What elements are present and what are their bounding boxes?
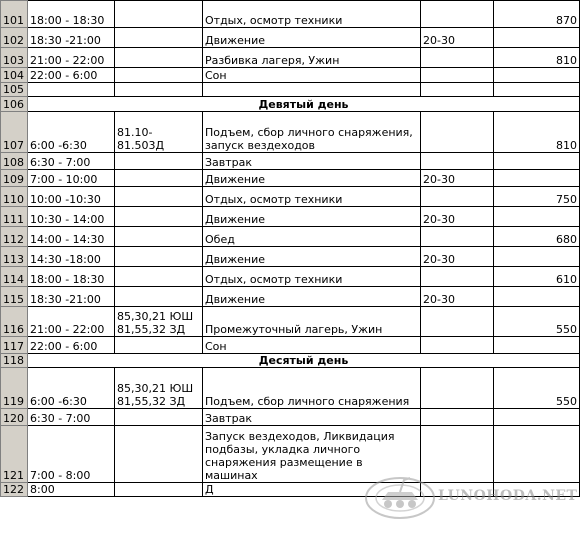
speed-cell[interactable] (421, 426, 494, 483)
activity-cell[interactable]: Движение (203, 28, 421, 48)
activity-cell[interactable]: Запуск вездеходов, Ликвидация подбазы, укладка личного снаряжения размещение в машинах (203, 426, 421, 483)
activity-cell[interactable]: Движение (203, 207, 421, 227)
speed-cell[interactable] (421, 1, 494, 28)
table-row (1, 170, 580, 187)
coords-cell[interactable] (115, 170, 203, 187)
coords-cell[interactable] (115, 287, 203, 307)
value-cell[interactable] (494, 287, 580, 307)
value-cell[interactable] (494, 28, 580, 48)
row-header[interactable]: 114 (1, 267, 28, 287)
activity-cell[interactable]: Разбивка лагеря, Ужин (203, 48, 421, 68)
time-cell[interactable]: 18:30 -21:00 (28, 287, 115, 307)
value-cell[interactable]: 810 (494, 112, 580, 153)
activity-cell[interactable]: Сон (203, 337, 421, 354)
row-header[interactable]: 107 (1, 112, 28, 153)
coords-cell[interactable] (115, 426, 203, 483)
activity-cell[interactable]: Движение (203, 247, 421, 267)
activity-cell[interactable]: Отдых, осмотр техники (203, 1, 421, 28)
time-cell[interactable]: 6:30 - 7:00 (28, 153, 115, 170)
coords-cell[interactable]: 81.10- 81.503Д (115, 112, 203, 153)
table-row (1, 207, 580, 227)
time-cell[interactable]: 6:00 -6:30 (28, 112, 115, 153)
value-cell[interactable]: 870 (494, 1, 580, 28)
activity-cell[interactable]: Отдых, осмотр техники (203, 187, 421, 207)
row-header[interactable]: 110 (1, 187, 28, 207)
activity-cell[interactable]: Подъем, сбор личного снаряжения, запуск вездеходов (203, 112, 421, 153)
time-cell[interactable]: 22:00 - 6:00 (28, 68, 115, 83)
table-row (1, 112, 580, 153)
table-row (1, 48, 580, 68)
speed-cell[interactable]: 20-30 (421, 287, 494, 307)
speed-cell[interactable]: 20-30 (421, 170, 494, 187)
speed-cell[interactable] (421, 368, 494, 409)
table-row (1, 337, 580, 354)
table-row (1, 287, 580, 307)
row-header[interactable]: 101 (1, 1, 28, 28)
value-cell[interactable]: 750 (494, 187, 580, 207)
value-cell[interactable]: 680 (494, 227, 580, 247)
speed-cell[interactable] (421, 227, 494, 247)
speed-cell[interactable] (421, 267, 494, 287)
coords-cell[interactable] (115, 48, 203, 68)
value-cell[interactable] (494, 170, 580, 187)
coords-cell[interactable] (115, 153, 203, 170)
table-row (1, 247, 580, 267)
speed-cell[interactable] (421, 409, 494, 426)
table-row (1, 227, 580, 247)
coords-cell[interactable] (115, 247, 203, 267)
row-header[interactable]: 122 (1, 483, 28, 497)
row-header[interactable]: 103 (1, 48, 28, 68)
row-header[interactable]: 112 (1, 227, 28, 247)
coords-cell[interactable]: 85,30,21 ЮШ 81,55,32 ЗД (115, 368, 203, 409)
value-cell[interactable]: 550 (494, 307, 580, 337)
activity-cell[interactable]: Д (203, 483, 421, 497)
activity-cell[interactable]: Завтрак (203, 153, 421, 170)
time-cell[interactable]: 21:00 - 22:00 (28, 307, 115, 337)
time-cell[interactable]: 18:30 -21:00 (28, 28, 115, 48)
row-header[interactable]: 120 (1, 409, 28, 426)
table-row (1, 483, 580, 497)
table-row (1, 409, 580, 426)
time-cell[interactable]: 22:00 - 6:00 (28, 337, 115, 354)
table-row (1, 83, 580, 97)
row-header[interactable]: 104 (1, 68, 28, 83)
speed-cell[interactable]: 20-30 (421, 207, 494, 227)
coords-cell[interactable] (115, 28, 203, 48)
speed-cell[interactable] (421, 187, 494, 207)
coords-cell[interactable] (115, 83, 203, 97)
coords-cell[interactable] (115, 1, 203, 28)
coords-cell[interactable] (115, 267, 203, 287)
value-cell[interactable] (494, 207, 580, 227)
time-cell[interactable]: 14:00 - 14:30 (28, 227, 115, 247)
time-cell[interactable]: 18:00 - 18:30 (28, 267, 115, 287)
row-header[interactable]: 105 (1, 83, 28, 97)
speed-cell[interactable] (421, 153, 494, 170)
activity-cell[interactable]: Сон (203, 68, 421, 83)
table-row (1, 267, 580, 287)
speed-cell[interactable]: 20-30 (421, 28, 494, 48)
section-title-cell[interactable]: Десятый день (28, 354, 580, 368)
time-cell[interactable]: 18:00 - 18:30 (28, 1, 115, 28)
time-cell[interactable]: 14:30 -18:00 (28, 247, 115, 267)
activity-cell[interactable]: Промежуточный лагерь, Ужин (203, 307, 421, 337)
time-cell[interactable]: 10:30 - 14:00 (28, 207, 115, 227)
value-cell[interactable] (494, 409, 580, 426)
time-cell[interactable]: 21:00 - 22:00 (28, 48, 115, 68)
row-header[interactable]: 113 (1, 247, 28, 267)
watermark-text: LUNOHODA.NET (438, 488, 578, 504)
coords-cell[interactable] (115, 207, 203, 227)
time-cell[interactable]: 8:00 (28, 483, 115, 497)
time-cell[interactable]: 6:30 - 7:00 (28, 409, 115, 426)
speed-cell[interactable] (421, 83, 494, 97)
coords-cell[interactable] (115, 187, 203, 207)
activity-cell[interactable]: Подъем, сбор личного снаряжения (203, 368, 421, 409)
value-cell[interactable]: 610 (494, 267, 580, 287)
coords-cell[interactable] (115, 227, 203, 247)
table-row (1, 187, 580, 207)
value-cell[interactable] (494, 337, 580, 354)
row-header[interactable]: 116 (1, 307, 28, 337)
time-cell[interactable] (28, 83, 115, 97)
coords-cell[interactable] (115, 409, 203, 426)
value-cell[interactable]: 810 (494, 48, 580, 68)
table-row (1, 28, 580, 48)
row-header[interactable]: 106 (1, 97, 28, 112)
table-row (1, 307, 580, 337)
section-title-cell[interactable]: Девятый день (28, 97, 580, 112)
value-cell[interactable] (494, 247, 580, 267)
value-cell[interactable] (494, 426, 580, 483)
row-header[interactable]: 108 (1, 153, 28, 170)
table-row (1, 153, 580, 170)
activity-cell[interactable]: Завтрак (203, 409, 421, 426)
speed-cell[interactable] (421, 48, 494, 68)
table-row (1, 1, 580, 28)
coords-cell[interactable]: 85,30,21 ЮШ 81,55,32 ЗД (115, 307, 203, 337)
activity-cell[interactable]: Движение (203, 170, 421, 187)
row-header[interactable]: 115 (1, 287, 28, 307)
activity-cell[interactable]: Отдых, осмотр техники (203, 267, 421, 287)
row-header[interactable]: 102 (1, 28, 28, 48)
table-row (1, 68, 580, 83)
coords-cell[interactable] (115, 337, 203, 354)
row-header[interactable]: 109 (1, 170, 28, 187)
row-header[interactable]: 111 (1, 207, 28, 227)
activity-cell[interactable] (203, 83, 421, 97)
table-row (1, 368, 580, 409)
speed-cell[interactable] (421, 112, 494, 153)
speed-cell[interactable] (421, 68, 494, 83)
speed-cell[interactable] (421, 337, 494, 354)
value-cell[interactable]: 550 (494, 368, 580, 409)
value-cell[interactable] (494, 153, 580, 170)
value-cell[interactable] (494, 83, 580, 97)
row-header[interactable]: 118 (1, 354, 28, 368)
time-cell[interactable]: 6:00 -6:30 (28, 368, 115, 409)
coords-cell[interactable] (115, 68, 203, 83)
row-header[interactable]: 117 (1, 337, 28, 354)
table-row (1, 426, 580, 483)
time-cell[interactable]: 7:00 - 8:00 (28, 426, 115, 483)
time-cell[interactable]: 7:00 - 10:00 (28, 170, 115, 187)
value-cell[interactable] (494, 68, 580, 83)
time-cell[interactable]: 10:00 -10:30 (28, 187, 115, 207)
value-cell[interactable] (494, 483, 580, 497)
section-row (1, 354, 580, 368)
speed-cell[interactable] (421, 483, 494, 497)
activity-cell[interactable]: Обед (203, 227, 421, 247)
speed-cell[interactable]: 20-30 (421, 247, 494, 267)
row-header[interactable]: 119 (1, 368, 28, 409)
activity-cell[interactable]: Движение (203, 287, 421, 307)
section-row (1, 97, 580, 112)
speed-cell[interactable] (421, 307, 494, 337)
coords-cell[interactable] (115, 483, 203, 497)
row-header[interactable]: 121 (1, 426, 28, 483)
